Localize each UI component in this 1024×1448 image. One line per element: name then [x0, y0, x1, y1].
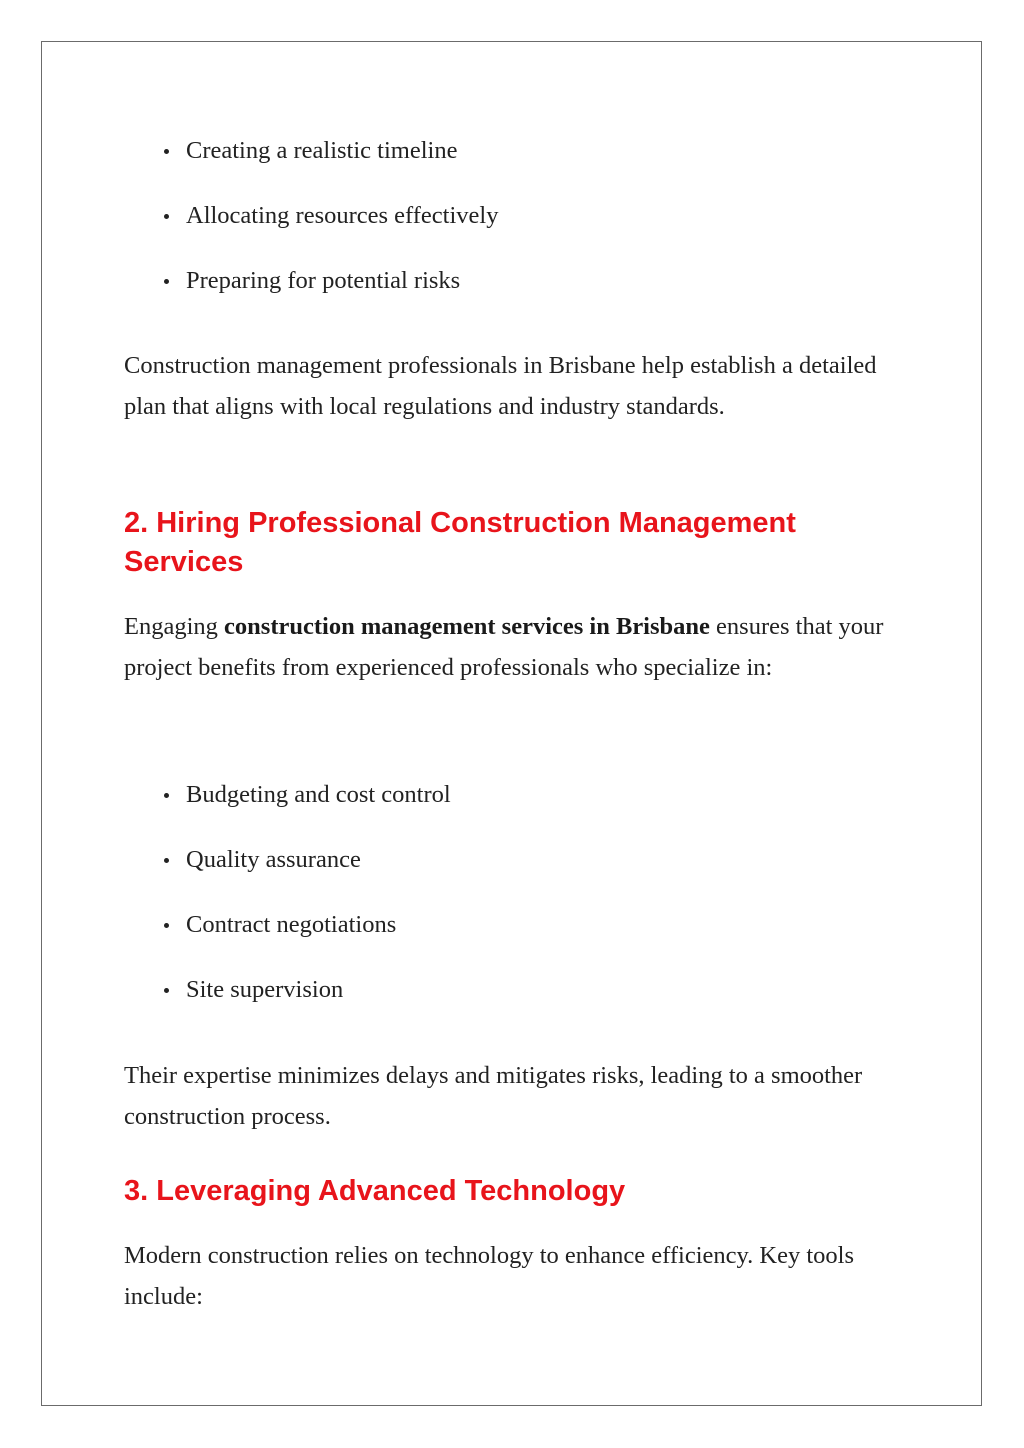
list-item: Budgeting and cost control: [124, 780, 914, 845]
section-heading-technology: 3. Leveraging Advanced Technology: [124, 1175, 626, 1207]
list-item: Quality assurance: [124, 845, 914, 910]
bullet-icon: [164, 279, 169, 284]
paragraph-expertise: Their expertise minimizes delays and mitigates risks, leading to a smoother construction process.: [124, 1062, 863, 1130]
list-item: Allocating resources effectively: [124, 201, 914, 266]
list-item: Creating a realistic timeline: [124, 136, 914, 201]
bullet-icon: [164, 858, 169, 863]
bullet-icon: [164, 923, 169, 928]
list-item: Contract negotiations: [124, 910, 914, 975]
list-item: Preparing for potential risks: [124, 266, 914, 331]
paragraph-technology: Modern construction relies on technology to enhance efficiency. Key tools include:: [124, 1242, 855, 1310]
section-heading-hiring: 2. Hiring Professional Construction Management Services: [124, 507, 796, 578]
paragraph-hiring: Engaging construction management services in Brisbane ensures that your project benefits from experienced professionals who specialize in:: [124, 613, 884, 681]
bullet-icon: [164, 793, 169, 798]
bullet-list-services: [124, 780, 914, 1040]
bold-phrase: construction management services in Brisbane: [224, 613, 710, 640]
bullet-icon: [164, 149, 169, 154]
list-item: Site supervision: [124, 975, 914, 1040]
bullet-icon: [164, 214, 169, 219]
paragraph-planning: Construction management professionals in Brisbane help establish a detailed plan that aligns with local regulations and industry standards.: [124, 352, 877, 420]
bullet-list-planning: [124, 136, 914, 331]
bullet-icon: [164, 988, 169, 993]
